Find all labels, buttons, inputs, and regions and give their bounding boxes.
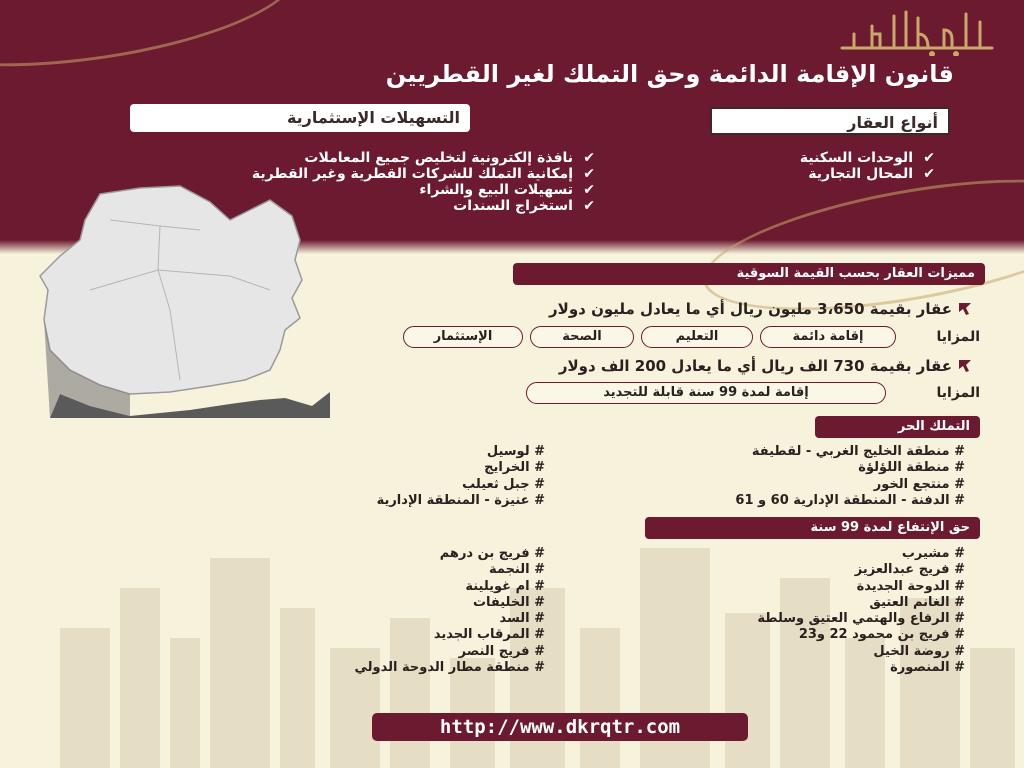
list-item: # جبل ثعيلب: [462, 476, 545, 492]
check-icon: ✔: [583, 150, 595, 166]
list-item: # الرفاع والهتمي العتيق وسلطة: [757, 611, 965, 627]
list-item: # النجمة: [488, 562, 545, 578]
tier2-benefits-label: المزايا: [936, 385, 980, 401]
tier1-benefits-label: المزايا: [936, 329, 980, 345]
list-item: # الخليفات: [472, 594, 545, 610]
property-types-heading: أنواع العقار: [710, 107, 950, 135]
list-item: # مشيرب: [901, 546, 965, 561]
qatar-map: [30, 180, 330, 420]
list-item: # السد: [499, 611, 545, 627]
company-logo: [832, 4, 1002, 56]
freehold-right-list: [560, 444, 965, 509]
benefit-tag: الصحة: [530, 326, 634, 348]
list-item: # عنيزة - المنطقة الإدارية: [376, 492, 545, 508]
check-icon: ✔: [923, 166, 935, 182]
tier2-text: عقار بقيمة 730 الف ريال أي ما يعادل 200 الف دولار: [558, 357, 952, 375]
list-item: # منطقة الخليج الغربي - لقطيفة: [751, 444, 965, 459]
list-item: # فريج النصر: [458, 643, 545, 659]
benefit-tag: التعليم: [641, 326, 753, 348]
market-value-heading: مميزات العقار بحسب القيمة السوقية: [513, 263, 985, 285]
check-icon: ✔: [583, 166, 595, 182]
freehold-heading: التملك الحر: [815, 416, 980, 438]
hand-pointer-icon: [957, 300, 973, 316]
list-item: ✔المحال التجارية: [808, 166, 935, 182]
benefit-tag: إقامة دائمة: [760, 326, 896, 348]
list-item: # فريج بن محمود 22 و23: [798, 627, 965, 643]
list-item: # منطقة مطار الدوحة الدولي: [354, 660, 545, 676]
list-item: # الخرايج: [484, 460, 545, 476]
check-icon: ✔: [923, 150, 935, 166]
list-item: # المنصورة: [890, 660, 965, 676]
tier1-text: عقار بقيمة 3،650 مليون ريال أي ما يعادل مليون دولار: [549, 300, 952, 318]
list-item: ✔تسهيلات البيع والشراء: [419, 182, 595, 198]
hand-pointer-icon: [957, 357, 973, 373]
freehold-left-list: [250, 444, 545, 509]
list-item: ✔إمكانية التملك للشركات القطرية وغير القطرية: [251, 166, 595, 182]
website-link[interactable]: http://www.dkrqtr.com: [372, 713, 748, 741]
list-item: ✔نافذة إلكترونية لتخليص جميع المعاملات: [304, 150, 595, 166]
investment-facilities-heading: التسهيلات الإستثمارية: [130, 104, 470, 132]
usufruct-heading: حق الإنتفاع لمدة 99 سنة: [645, 517, 980, 539]
list-item: # ام غويلينة: [465, 578, 545, 594]
list-item: # لوسيل: [486, 444, 545, 459]
list-item: # المرقاب الجديد: [433, 627, 545, 643]
list-item: # فريج عبدالعزيز: [854, 562, 965, 578]
page-title: قانون الإقامة الدائمة وحق التملك لغير القطريين: [385, 60, 954, 88]
list-item: ✔استخراج السندات: [453, 198, 595, 214]
check-icon: ✔: [583, 182, 595, 198]
list-item: # الدوحة الجديدة: [856, 578, 965, 594]
list-item: # روضة الخيل: [873, 643, 965, 659]
list-item: # الدفنة - المنطقة الإدارية 60 و 61: [735, 492, 965, 508]
usufruct-left-list: [220, 546, 545, 676]
list-item: # الغانم العتيق: [869, 594, 965, 610]
list-item: ✔الوحدات السكنية: [799, 150, 935, 166]
list-item: # منتجع الخور: [873, 476, 965, 492]
usufruct-right-list: [600, 546, 965, 676]
check-icon: ✔: [583, 198, 595, 214]
benefit-tag: الإستثمار: [403, 326, 523, 348]
list-item: # فريج بن درهم: [439, 546, 545, 561]
benefit-tag: إقامة لمدة 99 سنة قابلة للتجديد: [526, 382, 886, 404]
list-item: # منطقة اللؤلؤة: [858, 460, 965, 476]
property-types-list: [650, 150, 935, 182]
